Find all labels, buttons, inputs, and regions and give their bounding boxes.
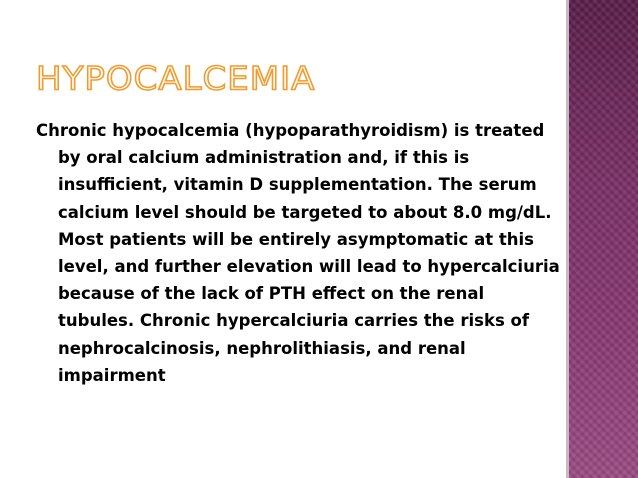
slide-title: HYPOCALCEMIA xyxy=(36,60,316,98)
slide-body-text: Chronic hypocalcemia (hypoparathyroidism) is treated by oral calcium administration and, if this is insufficient, vitamin D supplementation. The serum calcium level should be targeted to about 8.0 mg/dL. Most patients will be entirely asymptomatic at this level, and further elevation will lead to hypercalciuria because of the lack of PTH effect on the renal tubules. Chronic hypercalciuria carries the risks of nephrocalcinosis, nephrolithiasis, and renal impairment xyxy=(36,121,560,385)
decorative-side-band xyxy=(566,0,638,478)
